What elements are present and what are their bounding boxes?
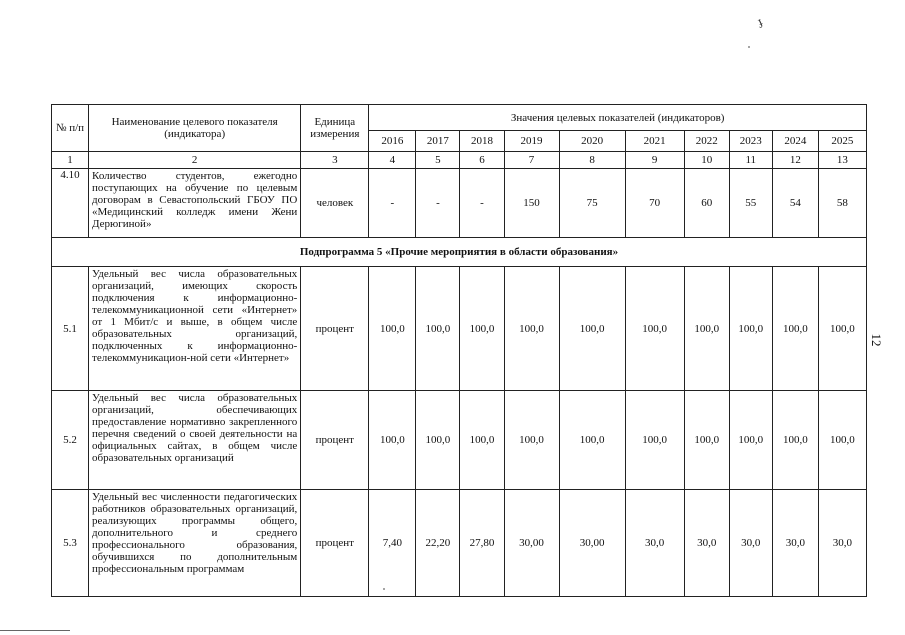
indicator-value: 100,0 <box>729 267 772 391</box>
indicator-value: 100,0 <box>684 267 729 391</box>
indicator-value: 100,0 <box>504 391 559 490</box>
indicator-value: - <box>416 169 460 238</box>
indicator-value: 100,0 <box>504 267 559 391</box>
column-number-row <box>52 152 867 169</box>
indicator-value: 100,0 <box>559 391 625 490</box>
indicator-value: 100,0 <box>416 267 460 391</box>
indicator-value: 30,00 <box>559 490 625 597</box>
indicators-table <box>51 104 867 597</box>
indicator-value: - <box>460 169 504 238</box>
column-number: 10 <box>684 152 729 169</box>
header-year: 2021 <box>625 131 684 152</box>
handwritten-mark: ɟ <box>755 13 765 29</box>
indicator-value: 100,0 <box>772 267 818 391</box>
column-number: 6 <box>460 152 504 169</box>
column-number: 4 <box>369 152 416 169</box>
indicator-value: 27,80 <box>460 490 504 597</box>
table-row <box>52 169 867 238</box>
indicator-value: 22,20 <box>416 490 460 597</box>
indicator-value: 150 <box>504 169 559 238</box>
table-row <box>52 391 867 490</box>
header-num: № п/п <box>52 105 89 152</box>
header-year: 2018 <box>460 131 504 152</box>
header-year: 2020 <box>559 131 625 152</box>
indicator-unit: процент <box>301 490 369 597</box>
indicator-value: 30,0 <box>684 490 729 597</box>
row-number: 5.3 <box>52 490 89 597</box>
indicator-value: 100,0 <box>460 267 504 391</box>
header-year: 2017 <box>416 131 460 152</box>
indicator-value: 75 <box>559 169 625 238</box>
row-number: 5.2 <box>52 391 89 490</box>
indicator-name: Удельный вес числа образовательных организаций, имеющих скорость подключения к информационно-телекоммуникационной сети «Интернет» от 1 Мбит/с и выше, в общем числе образовательных организаций, подключенных к информационно-телекоммуникацион-ной сети «Интернет» <box>89 267 301 391</box>
column-number: 9 <box>625 152 684 169</box>
column-number: 11 <box>729 152 772 169</box>
indicator-value: 60 <box>684 169 729 238</box>
indicator-value: 100,0 <box>818 267 866 391</box>
indicator-value: 100,0 <box>460 391 504 490</box>
indicator-value: 7,40 <box>369 490 416 597</box>
scan-edge-line <box>0 630 70 631</box>
indicator-value: 100,0 <box>625 267 684 391</box>
column-number: 5 <box>416 152 460 169</box>
row-number: 5.1 <box>52 267 89 391</box>
page-number: 12 <box>869 333 884 347</box>
subprogram-row <box>52 238 867 267</box>
indicator-value: 55 <box>729 169 772 238</box>
row-number: 4.10 <box>52 169 89 238</box>
column-number: 2 <box>89 152 301 169</box>
indicator-name: Количество студентов, ежегодно поступающих на обучение по целевым договорам в Севастопольский ГБОУ ПО «Медицинский колледж имени Жени Дерюгиной» <box>89 169 301 238</box>
indicator-value: 30,0 <box>729 490 772 597</box>
header-unit: Единица измерения <box>301 105 369 152</box>
column-number: 1 <box>52 152 89 169</box>
indicator-unit: человек <box>301 169 369 238</box>
column-number: 13 <box>818 152 866 169</box>
indicator-value: 100,0 <box>625 391 684 490</box>
header-year: 2022 <box>684 131 729 152</box>
column-number: 8 <box>559 152 625 169</box>
indicator-name: Удельный вес числа образовательных организаций, обеспечивающих предоставление нормативно закрепленного перечня сведений о своей деятельности на официальных сайтах, в общем числе образовательных организаций <box>89 391 301 490</box>
subprogram-title: Подпрограмма 5 «Прочие мероприятия в области образования» <box>52 238 867 267</box>
header-year: 2025 <box>818 131 866 152</box>
indicator-value: 30,0 <box>625 490 684 597</box>
indicator-value: 100,0 <box>369 267 416 391</box>
indicator-value: 30,0 <box>818 490 866 597</box>
indicator-value: 100,0 <box>729 391 772 490</box>
table-row <box>52 267 867 391</box>
table-row <box>52 490 867 597</box>
header-year: 2019 <box>504 131 559 152</box>
header-name: Наименование целевого показателя (индикатора) <box>89 105 301 152</box>
column-number: 12 <box>772 152 818 169</box>
header-values: Значения целевых показателей (индикаторов) <box>369 105 867 131</box>
indicator-value: 70 <box>625 169 684 238</box>
indicator-value: 30,0 <box>772 490 818 597</box>
indicator-unit: процент <box>301 391 369 490</box>
column-number: 3 <box>301 152 369 169</box>
header-year: 2023 <box>729 131 772 152</box>
indicator-value: 30,00 <box>504 490 559 597</box>
indicator-value: 100,0 <box>818 391 866 490</box>
column-number: 7 <box>504 152 559 169</box>
header-year: 2024 <box>772 131 818 152</box>
scan-speck <box>748 46 750 48</box>
indicator-name: Удельный вес численности педагогических работников образовательных организаций, реализующих программы общего, дополнительного и среднего профессионального образования, обучившихся по дополнительным профессиональным программам <box>89 490 301 597</box>
indicator-value: 100,0 <box>684 391 729 490</box>
indicator-value: - <box>369 169 416 238</box>
indicator-value: 100,0 <box>772 391 818 490</box>
indicator-value: 54 <box>772 169 818 238</box>
indicator-value: 100,0 <box>369 391 416 490</box>
indicator-value: 100,0 <box>559 267 625 391</box>
indicator-value: 100,0 <box>416 391 460 490</box>
header-year: 2016 <box>369 131 416 152</box>
indicator-unit: процент <box>301 267 369 391</box>
indicator-value: 58 <box>818 169 866 238</box>
